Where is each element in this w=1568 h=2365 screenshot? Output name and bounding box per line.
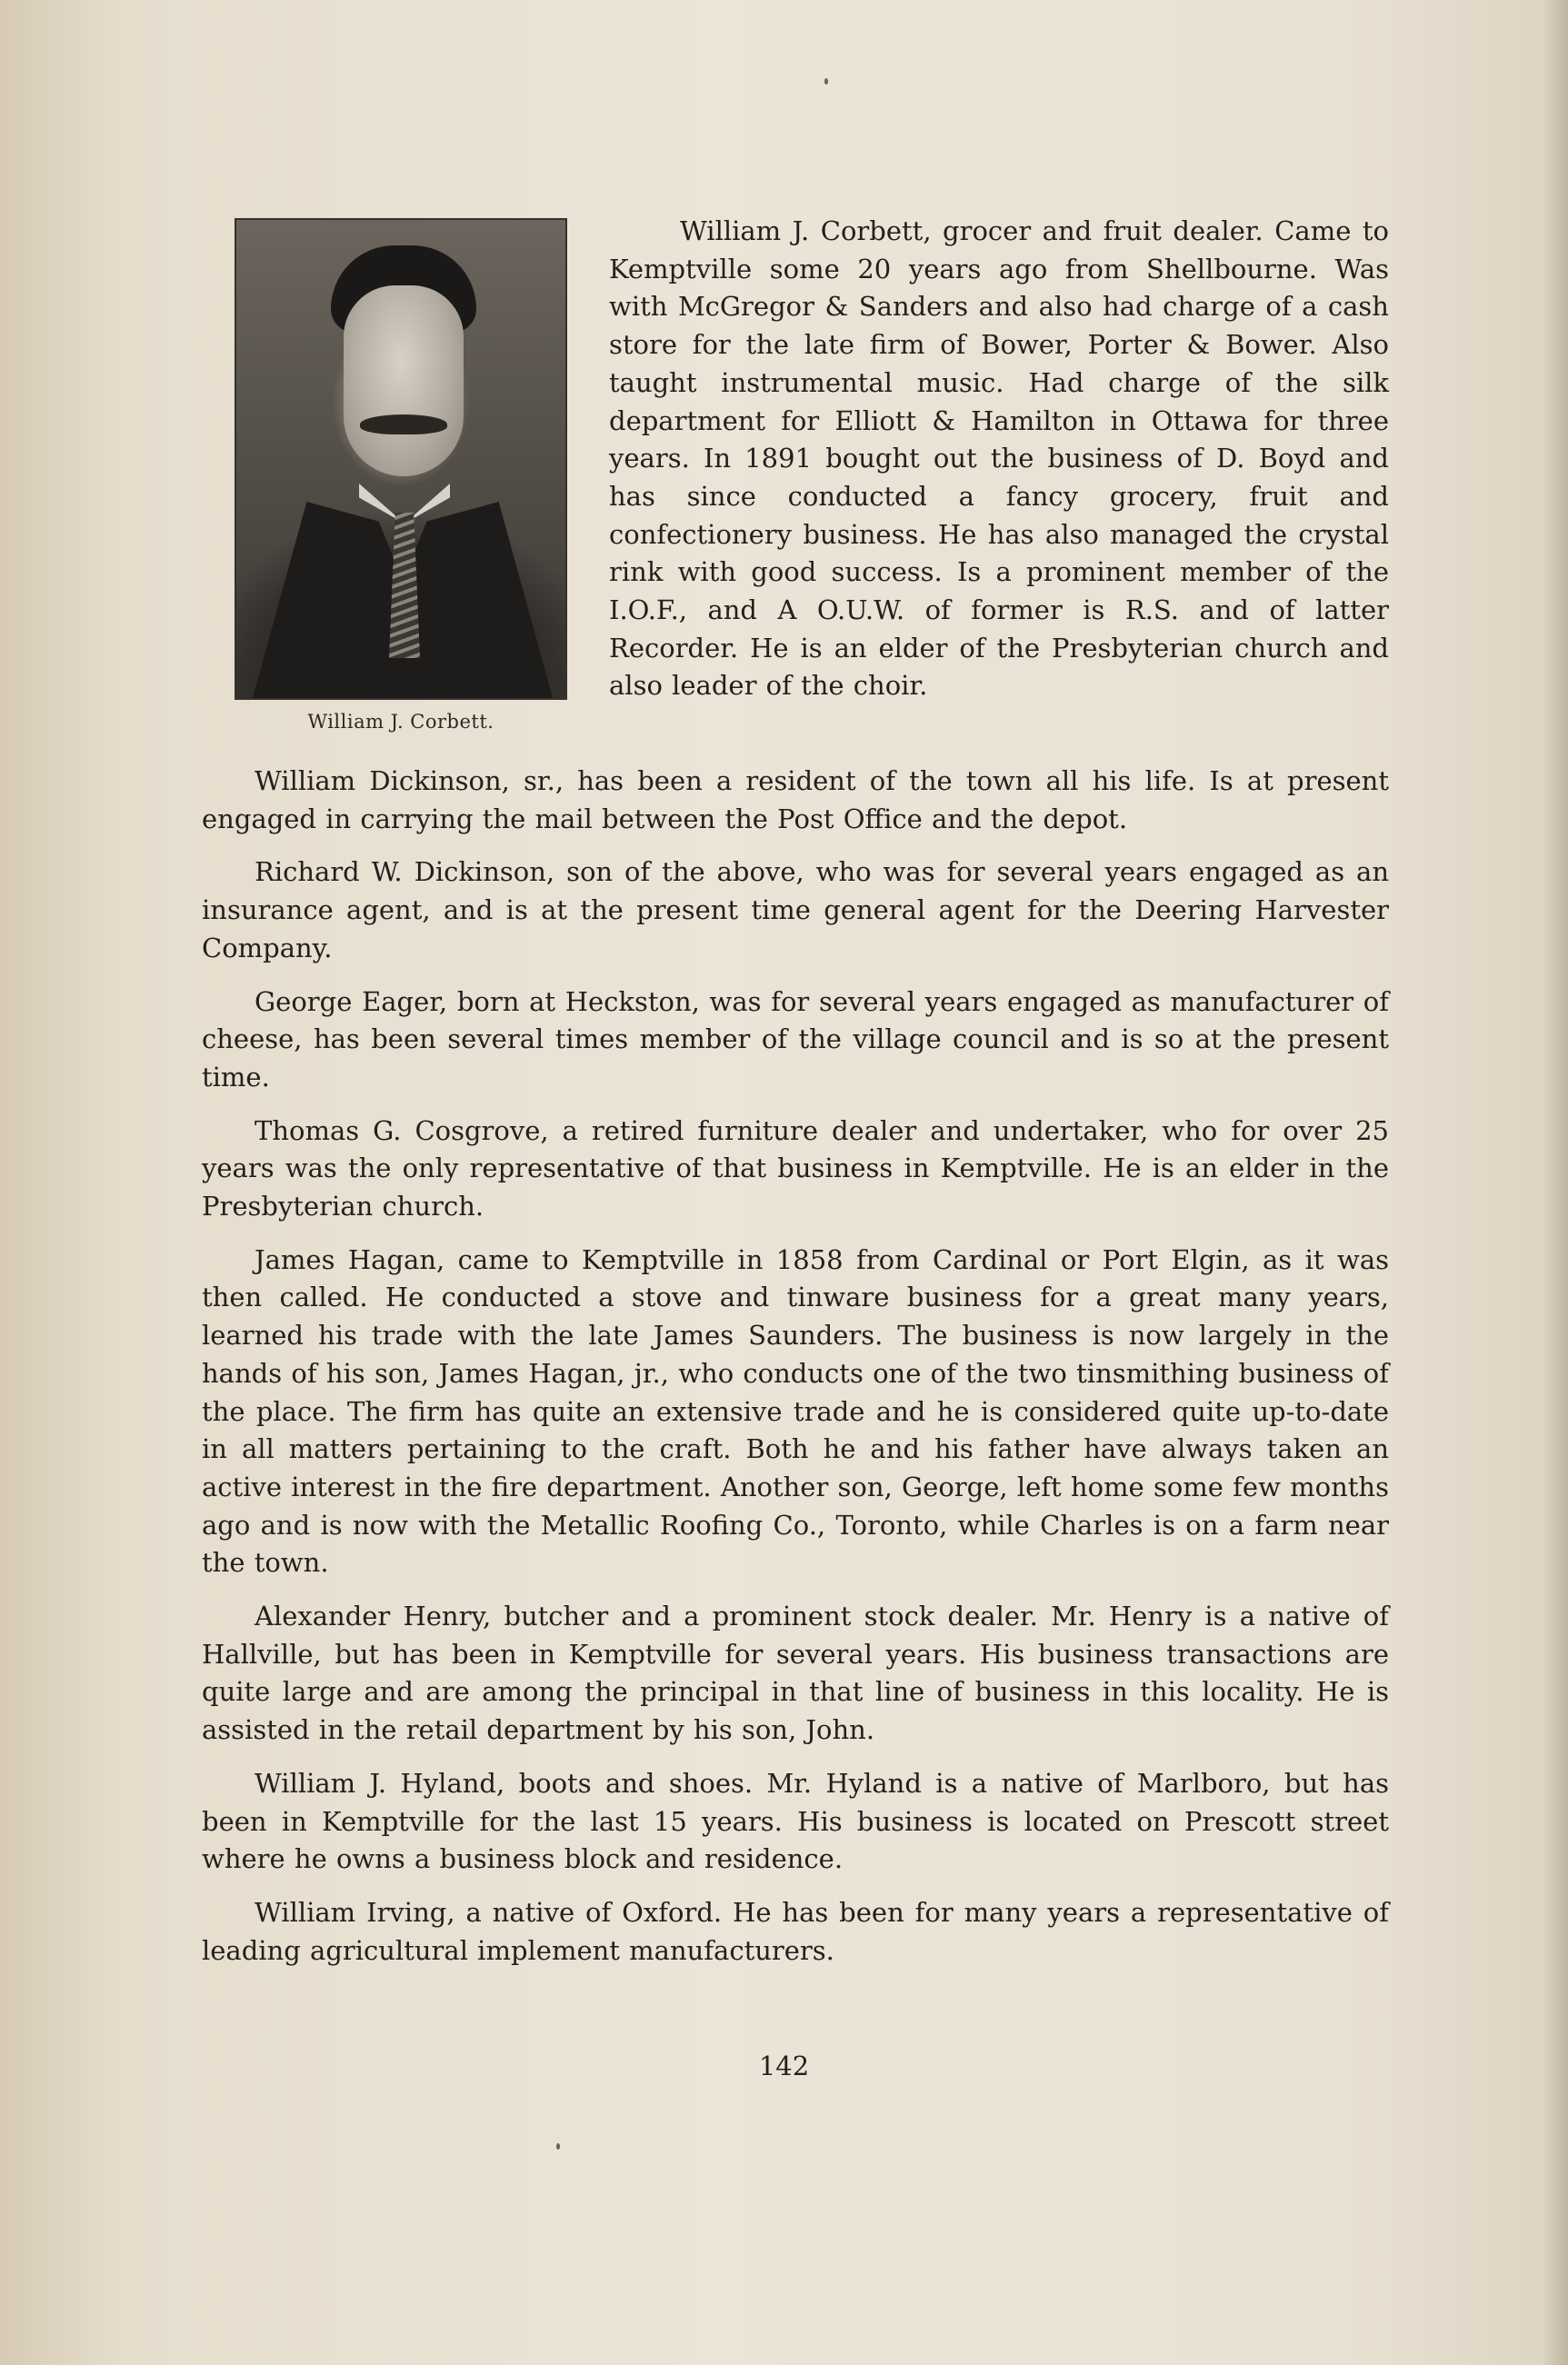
paragraph-alexander-henry: Alexander Henry, butcher and a prominent stock dealer. Mr. Henry is a native of Hallville, but has been in Kemptville for several years. His business transactions are quite large and are among the principal in that line of business in this locality. He is assisted in the retail department by his son, John. — [202, 1601, 1389, 1746]
page-edge-shadow — [1543, 0, 1568, 2365]
page-number: 142 — [758, 2051, 810, 2081]
body-text-block — [202, 763, 1389, 1970]
paragraph-william-hyland: William J. Hyland, boots and shoes. Mr. Hyland is a native of Marlboro, but has been in Kemptville for the last 15 years. His business is located on Prescott street where he owns a business block and residence. — [202, 1767, 1389, 1875]
intro-text-block — [609, 213, 1389, 705]
portrait-moustache — [360, 414, 447, 434]
paragraph-george-eager: George Eager, born at Heckston, was for several years engaged as manufacturer of cheese, has been several times member of the village council and is so at the present time. — [202, 985, 1389, 1093]
photo-caption: William J. Corbett. — [307, 711, 494, 733]
paragraph-james-hagan: James Hagan, came to Kemptville in 1858 from Cardinal or Port Elgin, as it was then called. He conducted a stove and tinware business for a great many years, learned his trade with the late James Saunders. The business is now largely in the hands of his son, James Hagan, jr., who conducts one of the two tinsmithing business of the place. The firm has quite an extensive trade and he is considered quite up-to-date in all matters pertaining to the craft. Both he and his father have always taken an active interest in the fire department. Another son, George, left home some few months ago and is now with the Metallic Roofing Co., Toronto, while Charles is on a farm near the town. — [202, 1243, 1389, 1579]
intro-paragraph: William J. Corbett, grocer and fruit dealer. Came to Kemptville some 20 years ago from Shellbourne. Was with McGregor & Sanders and also had charge of a cash store for the late firm of Bower, Porter & Bower. Also taught instrumental music. Had charge of the silk department for Elliott & Hamilton in Ottawa for three years. In 1891 bought out the business of D. Boyd and has since conducted a fancy grocery, fruit and confectionery business. He has also managed the crystal rink with good success. Is a prominent member of the I.O.F., and A O.U.W. of former is R.S. and of latter Recorder. He is an elder of the Presbyterian church and also leader of the choir. — [609, 215, 1389, 702]
paragraph-william-irving: William Irving, a native of Oxford. He has been for many years a representative of leading agricultural implement manufacturers. — [202, 1896, 1389, 1966]
paragraph-dickinson-sr: William Dickinson, sr., has been a resident of the town all his life. Is at present engaged in carrying the mail between the Post Office and the depot. — [202, 765, 1389, 834]
portrait-photo — [235, 218, 567, 700]
portrait-face — [344, 285, 464, 476]
portrait-tie — [389, 513, 420, 658]
ink-speck — [556, 2143, 560, 2150]
paragraph-thomas-cosgrove: Thomas G. Cosgrove, a retired furniture dealer and undertaker, who for over 25 years was the only representative of that business in Kemptville. He is an elder in the Presbyterian church. — [202, 1114, 1389, 1222]
ink-speck — [824, 78, 828, 85]
paragraph-richard-dickinson: Richard W. Dickinson, son of the above, who was for several years engaged as an insurance agent, and is at the present time general agent for the Deering Harvester Company. — [202, 856, 1389, 963]
